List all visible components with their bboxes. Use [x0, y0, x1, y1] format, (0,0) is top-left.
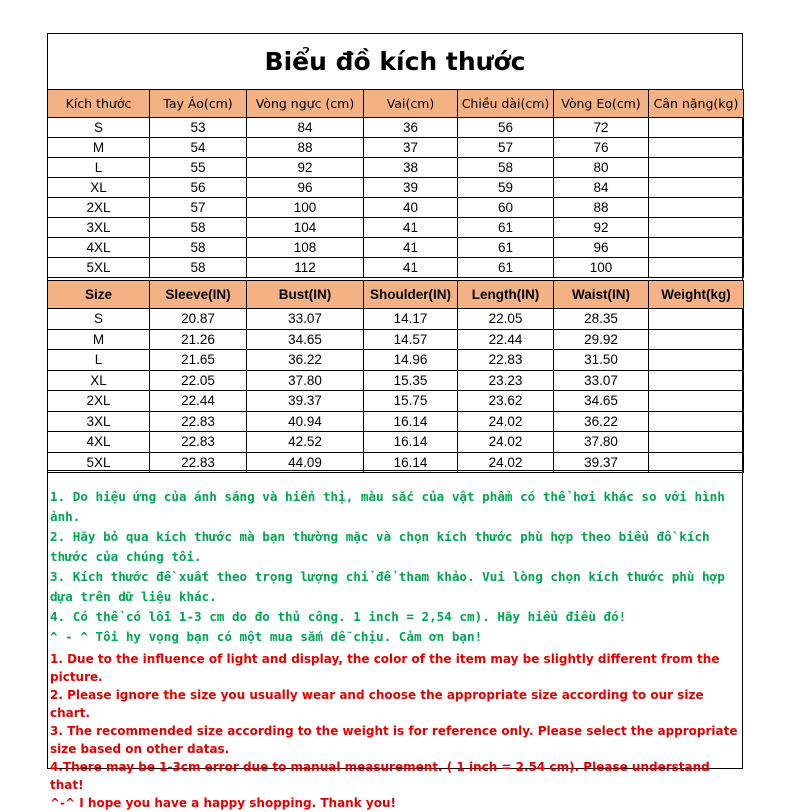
column-header: Kích thước: [48, 90, 150, 118]
table-row: [48, 329, 744, 350]
table-cell: [649, 309, 744, 330]
table-cell: 61: [458, 218, 554, 238]
table-cell: [649, 238, 744, 258]
table-cell: 22.83: [458, 350, 554, 371]
column-header: Length(IN): [458, 281, 554, 309]
table-cell: 41: [364, 218, 458, 238]
table-cell: [649, 218, 744, 238]
table-cell: 76: [554, 138, 649, 158]
table-cell: S: [48, 118, 150, 138]
note-line: 3. The recommended size according to the weight is for reference only. Please select the appropriate size based on other datas.: [50, 724, 738, 756]
table-cell: 96: [247, 178, 364, 198]
table-cell: 54: [150, 138, 247, 158]
table-cell: [649, 198, 744, 218]
table-cell: 22.83: [150, 452, 247, 473]
table-cell: 23.62: [458, 391, 554, 412]
table-cell: 57: [150, 198, 247, 218]
table-cell: 15.35: [364, 370, 458, 391]
column-header: Weight(kg): [649, 281, 744, 309]
table-cell: 16.14: [364, 411, 458, 432]
table-cell: 58: [150, 218, 247, 238]
table-cell: 44.09: [247, 452, 364, 473]
table-cell: [649, 118, 744, 138]
table-row: [48, 238, 744, 258]
table-cell: 20.87: [150, 309, 247, 330]
notes-english: [50, 650, 740, 812]
table-row: [48, 158, 744, 178]
table-row: [48, 411, 744, 432]
table-cell: 40: [364, 198, 458, 218]
table-cell: [649, 329, 744, 350]
table-cell: 108: [247, 238, 364, 258]
table-cell: 24.02: [458, 452, 554, 473]
table-cell: 80: [554, 158, 649, 178]
table-cell: 60: [458, 198, 554, 218]
table-cell: 24.02: [458, 411, 554, 432]
column-header: Vòng ngực (cm): [247, 90, 364, 118]
table-cell: 88: [247, 138, 364, 158]
table-cell: 53: [150, 118, 247, 138]
table-cell: 33.07: [247, 309, 364, 330]
column-header: Waist(IN): [554, 281, 649, 309]
table-cell: 14.17: [364, 309, 458, 330]
table-row: [48, 178, 744, 198]
table-cell: 14.96: [364, 350, 458, 371]
table-cell: 34.65: [247, 329, 364, 350]
size-chart-frame: [47, 33, 743, 810]
table-row: [48, 432, 744, 453]
table-cell: 33.07: [554, 370, 649, 391]
table-cell: 58: [458, 158, 554, 178]
table-cell: [649, 432, 744, 453]
table-cell: 21.26: [150, 329, 247, 350]
table-cell: 22.05: [458, 309, 554, 330]
table-cell: 92: [554, 218, 649, 238]
column-header: Size: [48, 281, 150, 309]
table-cell: XL: [48, 178, 150, 198]
table-cell: 84: [247, 118, 364, 138]
table-cell: 24.02: [458, 432, 554, 453]
table-cell: 61: [458, 258, 554, 278]
table-cell: 84: [554, 178, 649, 198]
table-cell: 96: [554, 238, 649, 258]
table-cell: 36: [364, 118, 458, 138]
table-cell: 41: [364, 258, 458, 278]
column-header: Chiều dài(cm): [458, 90, 554, 118]
table-cell: [649, 391, 744, 412]
table-cell: 61: [458, 238, 554, 258]
table-cell: 42.52: [247, 432, 364, 453]
table-cell: 36.22: [554, 411, 649, 432]
table-cell: 28.35: [554, 309, 649, 330]
size-table-inch: [47, 280, 744, 473]
table-cell: 37.80: [554, 432, 649, 453]
column-header: Tay Áo(cm): [150, 90, 247, 118]
table-cell: 22.05: [150, 370, 247, 391]
table-cell: 59: [458, 178, 554, 198]
note-line: 4.There may be 1-3cm error due to manual measurement. ( 1 inch = 2.54 cm). Please understand that!: [50, 760, 710, 792]
note-line: 1. Do hiệu ứng của ánh sáng và hiển thị, màu sắc của vật phẩm có thể hơi khác so với hình ảnh.: [50, 489, 725, 524]
table-cell: 3XL: [48, 411, 150, 432]
table-cell: [649, 411, 744, 432]
table-cell: 38: [364, 158, 458, 178]
table-cell: 88: [554, 198, 649, 218]
table-cell: 22.44: [150, 391, 247, 412]
table-cell: 14.57: [364, 329, 458, 350]
size-table-cm: [47, 89, 744, 278]
title-box: [48, 34, 742, 90]
table-cell: 15.75: [364, 391, 458, 412]
table-cell: 4XL: [48, 432, 150, 453]
table-row: [48, 198, 744, 218]
table-cell: 21.65: [150, 350, 247, 371]
table-cell: 22.83: [150, 411, 247, 432]
table-cell: 34.65: [554, 391, 649, 412]
table-cell: 104: [247, 218, 364, 238]
table-cell: 2XL: [48, 198, 150, 218]
table-cell: 72: [554, 118, 649, 138]
note-line: ^ - ^ Tôi hy vọng bạn có một mua sắm dễ chịu. Cảm ơn bạn!: [50, 629, 483, 644]
table-cell: 100: [247, 198, 364, 218]
table-cell: S: [48, 309, 150, 330]
column-header: Sleeve(IN): [150, 281, 247, 309]
table-cell: 22.83: [150, 432, 247, 453]
note-line: 2. Hãy bỏ qua kích thước mà bạn thường mặc và chọn kích thước phù hợp theo biểu đồ kích thước của chúng tôi.: [50, 529, 710, 564]
table-cell: 4XL: [48, 238, 150, 258]
table-row: [48, 258, 744, 278]
table-cell: 39.37: [554, 452, 649, 473]
table-cell: 56: [150, 178, 247, 198]
table-cell: 112: [247, 258, 364, 278]
column-header: Vai(cm): [364, 90, 458, 118]
table-cell: [649, 158, 744, 178]
table-cell: [649, 370, 744, 391]
table-header-row: [48, 90, 744, 118]
table-cell: 16.14: [364, 432, 458, 453]
table-cell: 58: [150, 258, 247, 278]
table-cell: 3XL: [48, 218, 150, 238]
table-cell: 100: [554, 258, 649, 278]
note-line: ^-^ I hope you have a happy shopping. Thank you!: [50, 796, 396, 810]
table-row: [48, 309, 744, 330]
table-row: [48, 118, 744, 138]
table-row: [48, 350, 744, 371]
table-cell: M: [48, 138, 150, 158]
table-cell: 29.92: [554, 329, 649, 350]
table-cell: 39.37: [247, 391, 364, 412]
table-cell: 16.14: [364, 452, 458, 473]
table-cell: L: [48, 350, 150, 371]
table-cell: 37: [364, 138, 458, 158]
table-header-row: [48, 281, 744, 309]
table-cell: 23.23: [458, 370, 554, 391]
table-cell: 2XL: [48, 391, 150, 412]
table-cell: 56: [458, 118, 554, 138]
table-cell: 41: [364, 238, 458, 258]
note-line: 3. Kích thước đề xuất theo trọng lượng chỉ để tham khảo. Vui lòng chọn kích thước phù hợp dựa trên dữ liệu khác.: [50, 569, 725, 604]
table-cell: 22.44: [458, 329, 554, 350]
table-cell: 40.94: [247, 411, 364, 432]
table-row: [48, 391, 744, 412]
table-cell: [649, 350, 744, 371]
table-cell: 39: [364, 178, 458, 198]
table-cell: 58: [150, 238, 247, 258]
table-cell: [649, 138, 744, 158]
column-header: Bust(IN): [247, 281, 364, 309]
table-cell: 5XL: [48, 258, 150, 278]
table-cell: L: [48, 158, 150, 178]
note-line: 2. Please ignore the size you usually wear and choose the appropriate size according to our size chart.: [50, 688, 704, 720]
table-cell: M: [48, 329, 150, 350]
note-line: 1. Due to the influence of light and display, the color of the item may be slightly different from the picture.: [50, 652, 720, 684]
page-title: Biểu đồ kích thước: [264, 47, 526, 76]
table-row: [48, 370, 744, 391]
table-cell: 55: [150, 158, 247, 178]
note-line: 4. Có thể có lỗi 1-3 cm do đo thủ công. 1 inch = 2,54 cm). Hãy hiểu điều đó!: [50, 609, 627, 624]
table-cell: 31.50: [554, 350, 649, 371]
table-row: [48, 138, 744, 158]
table-cell: 36.22: [247, 350, 364, 371]
table-cell: 57: [458, 138, 554, 158]
table-row: [48, 218, 744, 238]
column-header: Shoulder(IN): [364, 281, 458, 309]
table-cell: [649, 178, 744, 198]
column-header: Vòng Eo(cm): [554, 90, 649, 118]
notes-vietnamese: [50, 487, 740, 647]
table-cell: 37.80: [247, 370, 364, 391]
table-cell: [649, 258, 744, 278]
divider: [48, 470, 742, 471]
table-cell: XL: [48, 370, 150, 391]
table-cell: 5XL: [48, 452, 150, 473]
column-header: Cân nặng(kg): [649, 90, 744, 118]
table-cell: 92: [247, 158, 364, 178]
